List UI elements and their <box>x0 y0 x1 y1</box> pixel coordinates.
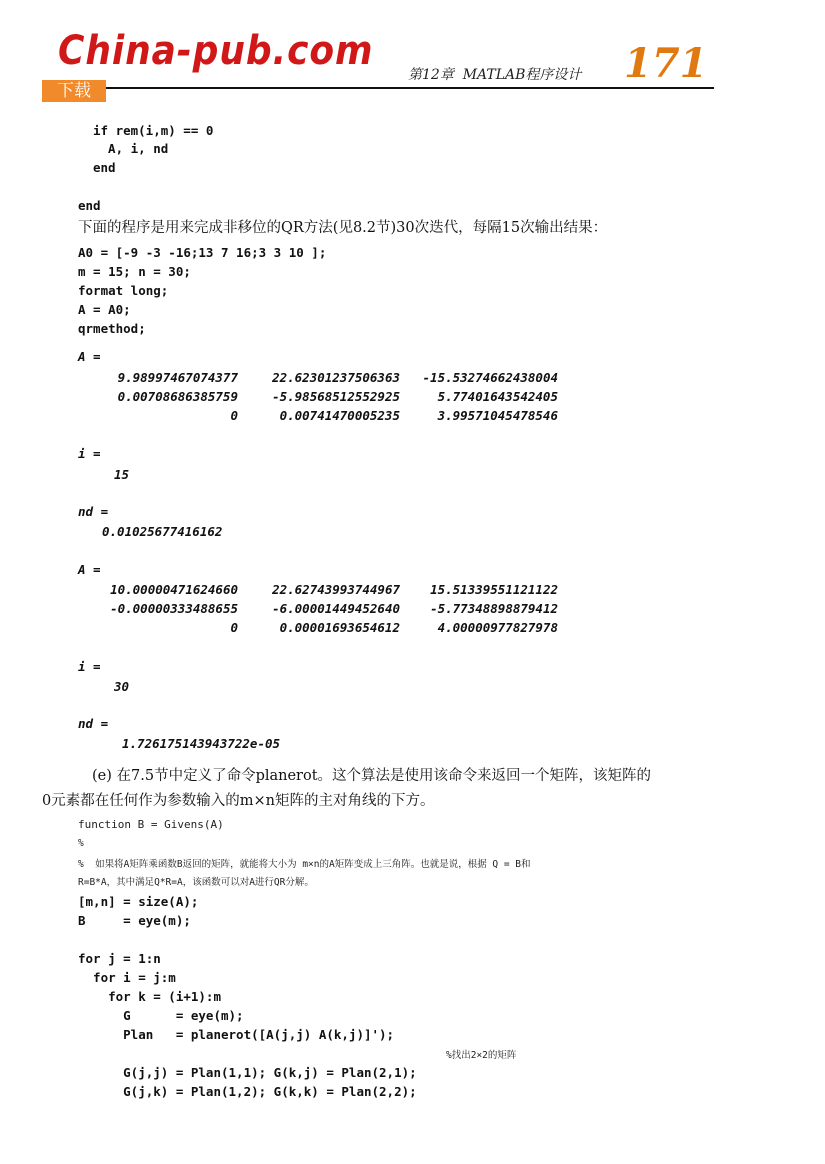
matrix-cell: -15.53274662438004 <box>422 370 558 385</box>
code-line: m = 15; n = 30; <box>78 264 191 279</box>
matrix-cell: 0 <box>230 620 238 635</box>
matrix-cell: 0.00001693654612 <box>279 620 400 635</box>
matrix-cell: -5.98568512552925 <box>272 389 400 404</box>
code-line: G(j,k) = Plan(1,2); G(k,k) = Plan(2,2); <box>78 1084 417 1099</box>
matrix-cell: 4.00000977827978 <box>437 620 558 635</box>
matrix-cell: -0.00000333488655 <box>110 601 238 616</box>
matrix-cell: 9.98997467074377 <box>117 370 238 385</box>
matrix-cell: 0.00708686385759 <box>117 389 238 404</box>
output-value: 30 <box>114 679 130 694</box>
code-comment: %找出2×2的矩阵 <box>446 1050 517 1061</box>
output-value: 15 <box>114 467 130 482</box>
code-line: end <box>93 160 116 175</box>
output-label: A = <box>78 349 101 364</box>
code-line: [m,n] = size(A); <box>78 894 199 909</box>
matrix-cell: -5.77348898879412 <box>430 601 558 616</box>
code-comment: % 如果将A矩阵乘函数B返回的矩阵，就能将大小为 m×n的A矩阵变成上三角阵。也就是说，根据 Q = B和 <box>78 859 531 870</box>
code-line: if rem(i,m) == 0 <box>93 123 214 138</box>
matrix-cell: 10.00000471624660 <box>110 582 238 597</box>
output-label: i = <box>78 659 101 674</box>
code-line: for k = (i+1):m <box>78 989 221 1004</box>
output-value: 1.726175143943722e-05 <box>122 736 281 751</box>
code-line: A0 = [-9 -3 -16;13 7 16;3 3 10 ]; <box>78 245 327 260</box>
code-line: for j = 1:n <box>78 951 161 966</box>
code-line: format long; <box>78 283 169 298</box>
paragraph: 下面的程序是用来完成非移位的QR方法(见8.2节)30次迭代，每隔15次输出结果： <box>78 220 608 236</box>
download-badge: 下载 <box>42 80 106 102</box>
matrix-cell: -6.00001449452640 <box>272 601 400 616</box>
code-line: for i = j:m <box>78 970 176 985</box>
code-line: end <box>78 198 101 213</box>
matrix-cell: 22.62301237506363 <box>272 370 400 385</box>
code-line: A, i, nd <box>93 141 169 156</box>
code-line: B = eye(m); <box>78 913 191 928</box>
matrix-cell: 0 <box>230 408 238 423</box>
code-line: G = eye(m); <box>78 1008 244 1023</box>
code-line: Plan = planerot([A(j,j) A(k,j)]'); <box>78 1027 395 1042</box>
paragraph: (e) 在7.5节中定义了命令planerot。这个算法是使用该命令来返回一个矩阵，该矩阵的 <box>92 768 652 784</box>
output-label: nd = <box>78 504 109 519</box>
output-label: A = <box>78 562 101 577</box>
code-comment: % <box>78 838 84 849</box>
matrix-cell: 22.62743993744967 <box>272 582 400 597</box>
output-value: 0.01025677416162 <box>102 524 223 539</box>
site-logo: China-pub.com <box>58 28 374 74</box>
matrix-cell: 15.51339551121122 <box>430 582 558 597</box>
output-label: i = <box>78 446 101 461</box>
code-line: A = A0; <box>78 302 131 317</box>
code-line: qrmethod; <box>78 321 146 336</box>
matrix-cell: 3.99571045478546 <box>437 408 558 423</box>
chapter-title: 第12章 MATLAB程序设计 <box>408 67 582 83</box>
output-label: nd = <box>78 716 109 731</box>
paragraph: 0元素都在任何作为参数输入的m×n矩阵的主对角线的下方。 <box>42 793 435 809</box>
page-number: 171 <box>624 40 708 87</box>
header-divider <box>106 87 714 89</box>
matrix-cell: 5.77401643542405 <box>437 389 558 404</box>
code-line: G(j,j) = Plan(1,1); G(k,j) = Plan(2,1); <box>78 1065 417 1080</box>
code-line: function B = Givens(A) <box>78 818 224 831</box>
matrix-cell: 0.00741470005235 <box>279 408 400 423</box>
code-comment: R=B*A，其中满足Q*R=A，该函数可以对A进行QR分解。 <box>78 877 314 888</box>
